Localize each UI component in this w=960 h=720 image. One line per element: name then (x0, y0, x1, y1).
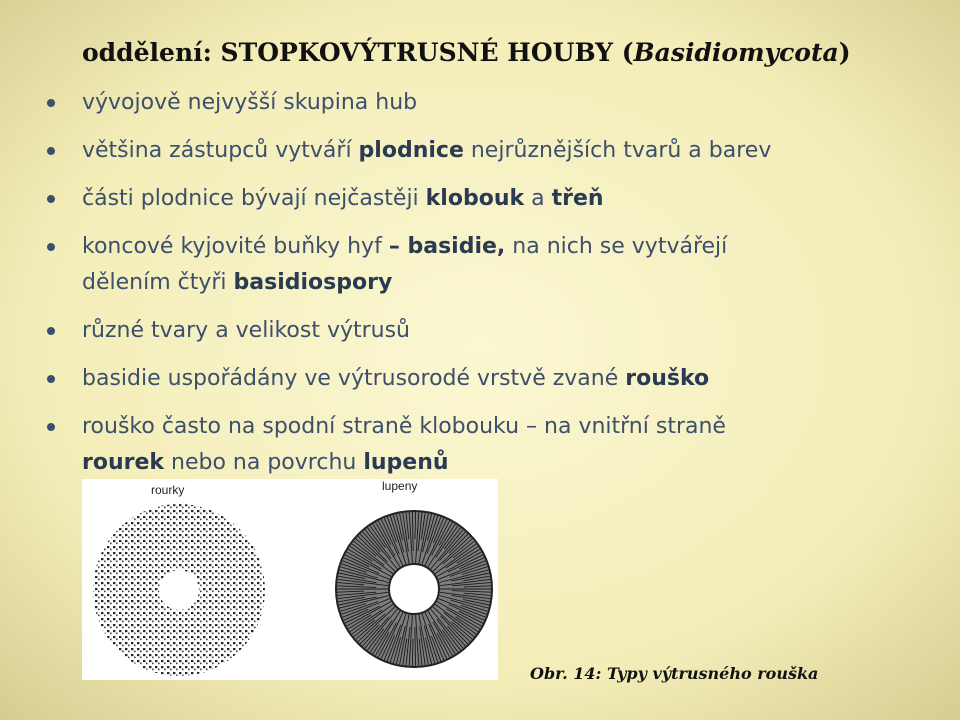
bullet-text: nejrůznějších tvarů a barev (463, 138, 772, 163)
bullet-dot-icon (47, 375, 55, 383)
bullet-bold-term: rourek (82, 450, 165, 475)
bullet-item (82, 229, 932, 301)
bullet-bold-term: – basidie, (388, 234, 506, 259)
bullet-item (82, 85, 932, 121)
figure-drawing (82, 479, 498, 680)
bullet-dot-icon (47, 243, 55, 251)
figure-label-rourky: rourky (151, 483, 185, 497)
bullet-item (82, 181, 932, 217)
bullet-dot-icon (47, 195, 55, 203)
bullet-dot-icon (47, 423, 55, 431)
bullet-text: basidie uspořádány ve výtrusorodé vrstvě zvané (82, 366, 626, 391)
heading-latin-name: Basidiomycota (633, 38, 839, 67)
bullet-text: koncové kyjovité buňky hyf (82, 234, 389, 259)
bullet-bold-term: třeň (551, 186, 604, 211)
hymenophore-figure (82, 479, 498, 680)
bullet-bold-term: rouško (625, 366, 710, 391)
bullet-item (82, 361, 932, 397)
bullet-text: dělením čtyři (82, 270, 234, 295)
bullet-text: a (524, 186, 552, 211)
bullet-text: části plodnice bývají nejčastěji (82, 186, 426, 211)
slide-heading (82, 38, 851, 67)
gill-disc-illustration (336, 511, 492, 667)
bullet-dot-icon (47, 147, 55, 155)
bullet-text: nebo na povrchu (164, 450, 364, 475)
heading-prefix: oddělení: STOPKOVÝTRUSNÉ HOUBY ( (82, 38, 634, 67)
bullet-text: různé tvary a velikost výtrusů (82, 318, 411, 343)
figure-caption: Obr. 14: Typy výtrusného rouška (530, 664, 819, 683)
gill-line (415, 512, 416, 539)
bullet-bold-term: plodnice (358, 138, 464, 163)
bullet-bold-term: lupenů (363, 450, 449, 475)
gill-line (412, 639, 413, 666)
figure-label-lupeny: lupeny (382, 479, 418, 493)
bullet-item (82, 409, 932, 481)
pore-disc-illustration (93, 504, 265, 676)
bullet-text: většina zástupců vytváří (82, 138, 359, 163)
bullet-text: vývojově nejvyšší skupina hub (82, 90, 418, 115)
bullet-dot-icon (47, 99, 55, 107)
heading-suffix: ) (838, 38, 851, 67)
bullet-bold-term: klobouk (425, 186, 525, 211)
bullet-text: rouško často na spodní straně klobouku – na vnitřní straně (82, 414, 726, 439)
bullet-bold-term: basidiospory (233, 270, 393, 295)
bullet-text: na nich se vytvářejí (505, 234, 728, 259)
bullet-item (82, 133, 932, 169)
bullet-dot-icon (47, 327, 55, 335)
bullet-item (82, 313, 932, 349)
